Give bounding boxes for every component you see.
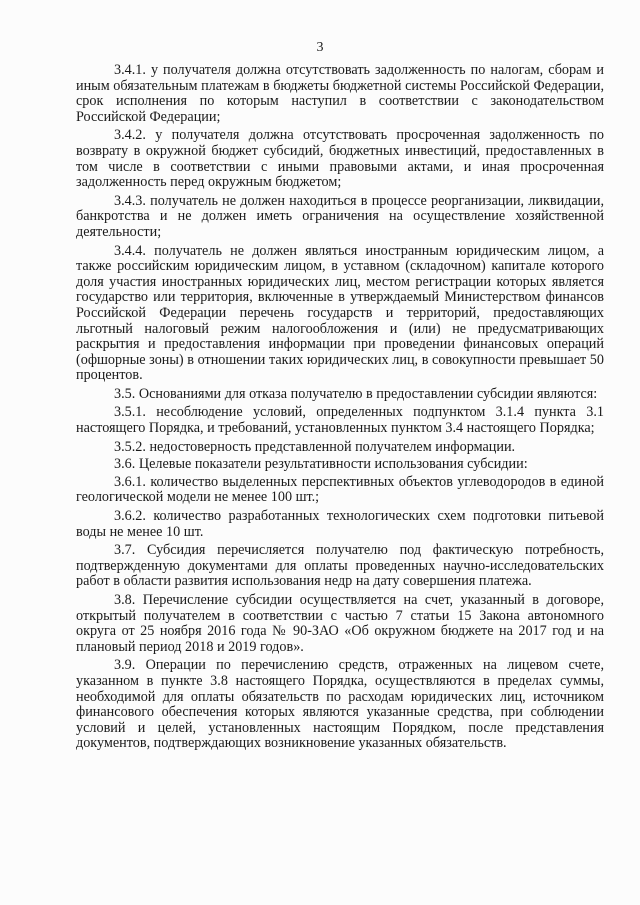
paragraph-3-8: 3.8. Перечисление субсидии осуществляется на счет, указанный в договоре, открытый получателем в соответствии с частью 7 статьи 15 Закона автономного округа от 25 ноября 2016 года № 90-ЗАО «Об окружном бюджете на 2017 год и на плановый период 2018 и 2019 годов». (76, 592, 604, 655)
page-number: 3 (316, 40, 324, 55)
document-body (76, 63, 604, 755)
paragraph-3-4-2: 3.4.2. у получателя должна отсутствовать просроченная задолженность по возврату в окружной бюджет субсидий, бюджетных инвестиций, предоставленных в том числе в соответствии с иными правовыми актами, и иная просроченная задолженность перед окружным бюджетом; (76, 127, 604, 191)
paragraph-3-6-1: 3.6.1. количество выделенных перспективных объектов углеводородов в единой геологической модели не менее 100 шт.; (76, 473, 604, 506)
paragraph-3-4-3: 3.4.3. получатель не должен находиться в процессе реорганизации, ликвидации, банкротства и не должен иметь ограничения на осуществление хозяйственной деятельности; (76, 192, 604, 240)
paragraph-3-7: 3.7. Субсидия перечисляется получателю под фактическую потребность, подтвержденную документами для оплаты проведенных научно-исследовательских работ в области развития использования недр на дату совершения платежа. (76, 542, 604, 590)
paragraph-3-5: 3.5. Основаниями для отказа получателю в предоставлении субсидии являются: (114, 385, 598, 402)
paragraph-3-4-1: 3.4.1. у получателя должна отсутствовать задолженность по налогам, сборам и иным обязательным платежам в бюджеты бюджетной системы Российской Федерации, срок исполнения по которым наступил в соответствии с законодательством Российской Федерации; (76, 62, 604, 125)
paragraph-3-6: 3.6. Целевые показатели результативности использования субсидии: (114, 456, 528, 473)
paragraph-3-5-1: 3.5.1. несоблюдение условий, определенных подпунктом 3.1.4 пункта 3.1 настоящего Порядка, и требований, установленных пунктом 3.4 настоящего Порядка; (76, 404, 604, 437)
paragraph-3-6-2: 3.6.2. количество разработанных технологических схем подготовки питьевой воды не менее 10 шт. (76, 508, 604, 540)
paragraph-3-9: 3.9. Операции по перечислению средств, отраженных на лицевом счете, указанном в пункте 3.8 настоящего Порядка, осуществляются в пределах суммы, необходимой для оплаты обязательств по расходам юридических лиц, источником финансового обеспечения которых являются указанные средства, при соблюдении условий и целей, установленных настоящим Порядком, после представления документов, подтверждающих возникновение указанных обязательств. (76, 657, 604, 752)
paragraph-3-5-2: 3.5.2. недостоверность представленной получателем информации. (114, 438, 516, 455)
paragraph-3-4-4: 3.4.4. получатель не должен являться иностранным юридическим лицом, а также российским юридическим лицом, в уставном (складочном) капитале которого доля участия иностранных юридических лиц, местом регистрации которых является государство или территория, включенные в утверждаемый Министерством финансов Российской Федерации перечень государств и территорий, предоставляющих льготный налоговый режим налогообложения и (или) не предусматривающих раскрытия и предоставления информации при проведении финансовых операций (офшорные зоны) в отношении таких юридических лиц, в совокупности превышает 50 процентов. (76, 242, 604, 384)
